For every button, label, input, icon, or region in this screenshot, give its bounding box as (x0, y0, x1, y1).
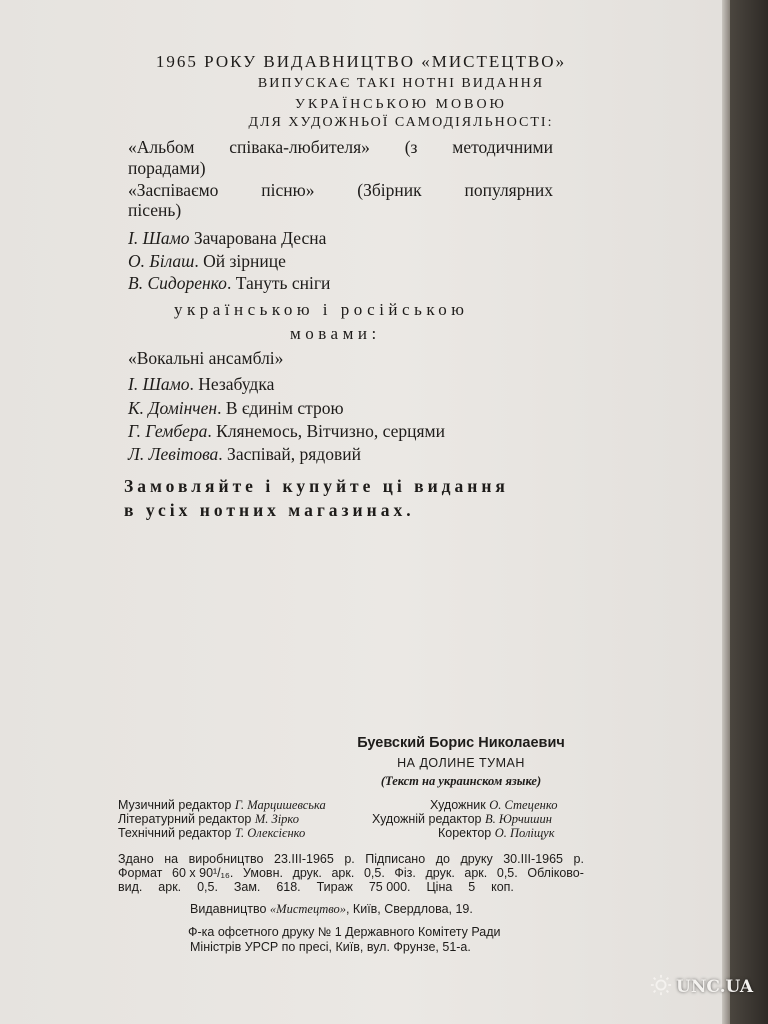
header-line-4: ДЛЯ ХУДОЖНЬОЇ САМОДІЯЛЬНОСТІ: (248, 115, 554, 130)
bilingual-heading-line-1: українською і російською (174, 300, 469, 319)
credit-role: Літературний редактор (118, 812, 255, 826)
tech-word: 0,5. (197, 880, 218, 894)
tech-word: арк. (158, 880, 182, 894)
tech-word: Формат (118, 866, 163, 880)
credit-name: О. Поліщук (494, 826, 555, 840)
tech-word: Обліково- (527, 866, 584, 880)
edition-word: співака-любителя» (229, 137, 370, 157)
credit-right (438, 826, 555, 841)
tech-word: Підписано (365, 852, 426, 866)
edition-word: «Заспіваємо (128, 180, 219, 200)
imprint-language-note: (Текст на украинском языке) (380, 774, 542, 788)
watermark-text: UNC.UA (676, 977, 754, 997)
title-author: В. Сидоренко (128, 273, 227, 293)
title-entry (128, 273, 330, 294)
credit-role: Художник (430, 798, 490, 812)
edition-word: (Збірник (357, 180, 422, 200)
title-entry (128, 398, 344, 419)
title-name: «Вокальні ансамблі» (128, 348, 284, 368)
credit-left (118, 826, 305, 841)
publisher-address: , Київ, Свердлова, 19. (345, 902, 473, 916)
order-note-line-2: в усіх нотних магазинах. (124, 500, 415, 520)
tech-word: 75 000. (368, 880, 411, 894)
tech-word: 5 (468, 880, 476, 894)
tech-word: Зам. (233, 880, 261, 894)
edition-word: популярних (464, 180, 553, 200)
tech-word: до (435, 852, 450, 866)
title-author: О. Білаш (128, 251, 195, 271)
tech-word: 618. (276, 880, 301, 894)
title-name: . В єдинім строю (217, 398, 344, 418)
title-name: Зачарована Десна (189, 228, 327, 248)
publisher-prefix: Видавництво (190, 902, 270, 916)
title-name: . Клянемось, Вітчизно, серцями (207, 421, 445, 441)
tech-word: арк. (464, 866, 488, 880)
tech-word: арк. (331, 866, 355, 880)
credit-role: Художній редактор (372, 812, 485, 826)
tech-word: вид. (118, 880, 143, 894)
title-name: . Тануть сніги (226, 273, 331, 293)
credit-role: Коректор (438, 826, 495, 840)
tech-word: друк. (425, 866, 455, 880)
title-author: К. Домінчен (128, 398, 218, 418)
tech-line-2 (118, 866, 584, 880)
sun-icon (650, 974, 672, 1001)
credit-name: Т. Олексієнко (234, 826, 306, 840)
background-shadow (730, 0, 768, 1024)
credit-right (372, 812, 552, 827)
tech-word: 0,5. (496, 866, 518, 880)
credit-role: Технічний редактор (118, 826, 235, 840)
bilingual-heading-line-2: мовами: (290, 324, 381, 343)
tech-word: друку (460, 852, 493, 866)
order-note-line-1: Замовляйте і купуйте ці видання (124, 476, 509, 496)
tech-word: Ціна (426, 880, 453, 894)
imprint-title: НА ДОЛИНЕ ТУМАН (397, 756, 525, 770)
page-edge (722, 0, 730, 1024)
title-entry (128, 228, 326, 249)
title-entry (128, 444, 361, 465)
credit-right (430, 798, 558, 813)
header-line-2: ВИПУСКАЄ ТАКІ НОТНІ ВИДАННЯ (257, 76, 545, 91)
title-entry (128, 421, 445, 442)
credit-name: Г. Марцишевська (234, 798, 326, 812)
credit-name: М. Зірко (254, 812, 300, 826)
tech-line-3 (118, 880, 514, 894)
credit-role: Музичний редактор (118, 798, 235, 812)
tech-word: Умовн. (243, 866, 283, 880)
publisher-line (190, 902, 473, 917)
edition-word: пісню» (261, 180, 315, 200)
edition-song-line (128, 180, 553, 201)
tech-word: друк. (292, 866, 322, 880)
edition-word: методичними (452, 137, 553, 157)
title-name: . Незабудка (189, 374, 275, 394)
tech-word: Здано (118, 852, 154, 866)
tech-word: на (164, 852, 179, 866)
header-line-3: УКРАЇНСЬКОЮ МОВОЮ (295, 97, 507, 112)
title-author: Л. Левітова (128, 444, 219, 464)
publisher-name: «Мистецтво» (269, 902, 346, 916)
tech-word: 23.III-1965 (274, 852, 334, 866)
title-name: . Ой зірнице (194, 251, 286, 271)
title-name: . Заспівай, рядовий (218, 444, 361, 464)
tech-word: коп. (491, 880, 514, 894)
edition-word: (з (404, 137, 418, 157)
tech-word: Фіз. (394, 866, 416, 880)
title-entry (128, 374, 274, 395)
title-author: І. Шамо (128, 374, 190, 394)
title-entry (128, 348, 283, 369)
edition-album-cont: порадами) (128, 158, 206, 178)
tech-word: р. (344, 852, 355, 866)
credit-left (118, 812, 299, 827)
tech-word: Тираж (316, 880, 353, 894)
header-line-1: 1965 РОКУ ВИДАВНИЦТВО «МИСТЕЦТВО» (155, 52, 567, 71)
edition-word: «Альбом (128, 137, 195, 157)
credit-name: В. Юрчишин (484, 812, 552, 826)
title-entry (128, 251, 286, 272)
tech-word: 0,5. (363, 866, 385, 880)
watermark (650, 962, 762, 1012)
printer-line-2: Міністрів УРСР по пресі, Київ, вул. Фрунзе, 51-а. (190, 940, 471, 954)
edition-song-cont: пісень) (128, 200, 182, 220)
credit-left (118, 798, 326, 813)
printer-line-1: Ф-ка офсетного друку № 1 Державного Комітету Ради (188, 925, 501, 939)
tech-word: 30.III-1965 (503, 852, 563, 866)
tech-line-1 (118, 852, 584, 866)
tech-word: виробництво (188, 852, 264, 866)
tech-word: 60 x 90¹/₁₆. (172, 866, 234, 880)
credit-name: О. Стеценко (489, 798, 558, 812)
title-author: І. Шамо (128, 228, 190, 248)
title-author: Г. Гембера (128, 421, 208, 441)
edition-album-line (128, 137, 553, 158)
tech-word: р. (573, 852, 584, 866)
imprint-author: Буевский Борис Николаевич (357, 735, 565, 751)
